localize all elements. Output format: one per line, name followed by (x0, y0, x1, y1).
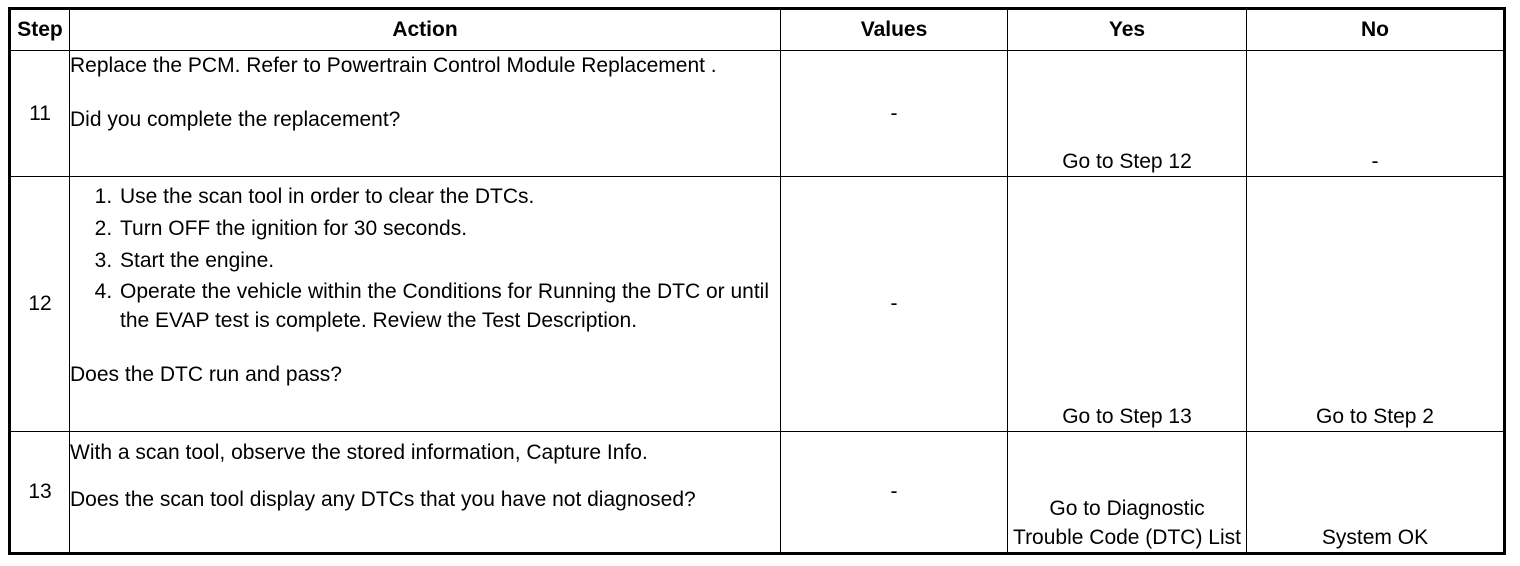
values-cell: - (781, 432, 1008, 553)
step-number: 12 (11, 177, 70, 432)
table-row (11, 51, 1503, 177)
list-item: 1. Use the scan tool in order to clear the DTCs. (118, 181, 780, 213)
no-cell: System OK (1247, 432, 1504, 553)
header-yes: Yes (1008, 10, 1247, 51)
action-cell (70, 432, 781, 553)
action-question: Does the scan tool display any DTCs that you have not diagnosed? (70, 488, 696, 511)
table-row (11, 432, 1503, 553)
step-number: 13 (11, 432, 70, 553)
yes-cell: Go to Step 12 (1008, 51, 1247, 177)
list-item: 3. Start the engine. (118, 245, 780, 277)
header-no: No (1247, 10, 1504, 51)
diagnostic-table-frame (8, 7, 1506, 555)
yes-cell: Go to Diagnostic Trouble Code (DTC) List (1008, 432, 1247, 553)
action-cell (70, 177, 781, 432)
action-instruction: Replace the PCM. Refer to Powertrain Control Module Replacement . (70, 54, 717, 77)
no-cell: Go to Step 2 (1247, 177, 1504, 432)
diagnostic-table (11, 10, 1503, 552)
action-question: Did you complete the replacement? (70, 108, 401, 131)
table-header-row (11, 10, 1503, 51)
list-item: 2. Turn OFF the ignition for 30 seconds. (118, 213, 780, 245)
action-instruction: With a scan tool, observe the stored information, Capture Info. (70, 441, 648, 464)
action-cell (70, 51, 781, 177)
action-steps-list (70, 181, 780, 335)
values-cell: - (781, 51, 1008, 177)
table-row (11, 177, 1503, 432)
no-cell: - (1247, 51, 1504, 177)
header-values: Values (781, 10, 1008, 51)
header-step: Step (11, 10, 70, 51)
step-number: 11 (11, 51, 70, 177)
values-cell: - (781, 177, 1008, 432)
header-action: Action (70, 10, 781, 51)
yes-cell: Go to Step 13 (1008, 177, 1247, 432)
action-question: Does the DTC run and pass? (70, 363, 342, 386)
list-item: 4. Operate the vehicle within the Conditions for Running the DTC or until the EVAP test is complete. Review the Test Description. (118, 277, 780, 335)
